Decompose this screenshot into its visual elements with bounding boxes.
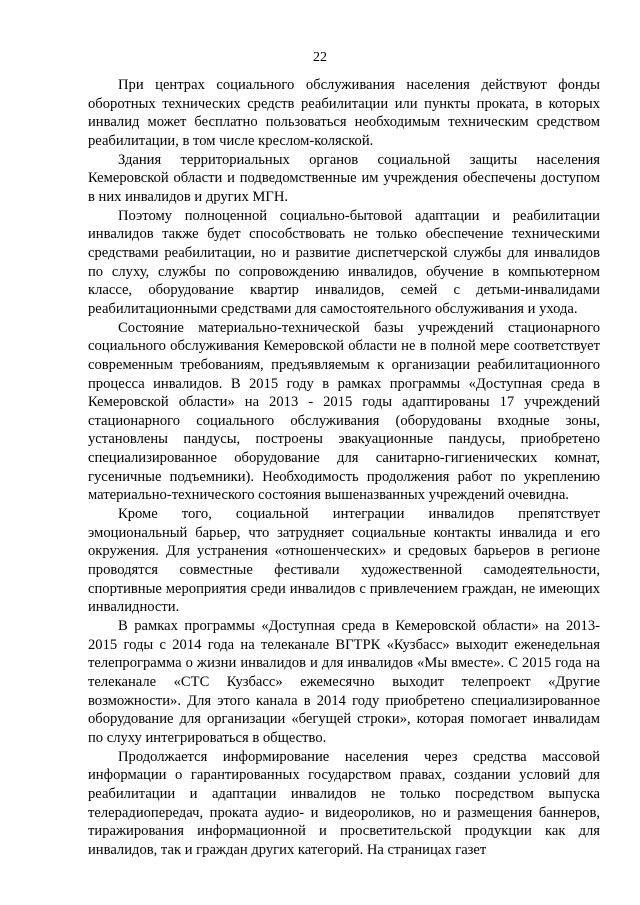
paragraph: Кроме того, социальной интеграции инвалидов препятствует эмоциональный барьер, что затрудняет социальные контакты инвалида и его окружения. Для устранения «отношенческих» и средовых барьеров в регионе проводятся совместные фестивали художественной самодеятельности, спортивные мероприятия среди инвалидов с привлечением граждан, не имеющих инвалидности.: [88, 506, 600, 616]
paragraph: Здания территориальных органов социальной защиты населения Кемеровской области и подведомственные им учреждения обеспечены доступом в них инвалидов и других МГН.: [88, 151, 600, 205]
paragraph: В рамках программы «Доступная среда в Кемеровской области» на 2013-2015 годы с 2014 года на телеканале ВГТРК «Кузбасс» выходит еженедельная телепрограмма о жизни инвалидов и для инвалидов «Мы вместе». С 2015 года на телеканале «СТС Кузбасс» ежемесячно выходит телепроект «Другие возможности». Для этого канала в 2014 году приобретено специализированное оборудование для организации «бегущей строки», которая помогает инвалидам по слуху интегрироваться в общество.: [88, 618, 600, 746]
paragraph: Поэтому полноценной социально-бытовой адаптации и реабилитации инвалидов также будет способствовать не только обеспечение техническими средствами реабилитации, но и развитие диспетчерской службы для инвалидов по слуху, службы по сопровождению инвалидов, обучение в компьютерном классе, оборудование квартир инвалидов, семей с детьми-инвалидами реабилитационными средствами для самостоятельного обслуживания и ухода.: [88, 207, 600, 317]
paragraph: Продолжается информирование населения через средства массовой информации о гарантированных государством правах, создании условий для реабилитации и адаптации инвалидов не только посредством выпуска телерадиопередач, проката аудио- и видеороликов, но и размещения баннеров, тиражирования информационной и просветительской продукции как для инвалидов, так и граждан других категорий. На страницах газет: [88, 748, 600, 858]
paragraph: Состояние материально-технической базы учреждений стационарного социального обслуживания Кемеровской области не в полной мере соответствует современным требованиям, предъявляемым к организации реабилитационного процесса инвалидов. В 2015 году в рамках программы «Доступная среда в Кемеровской области» на 2013 - 2015 годы адаптированы 17 учреждений стационарного социального обслуживания (оборудованы входные зоны, установлены пандусы, построены эвакуационные пандусы, приобретено специализированное оборудование для санитарно-гигиенических комнат, гусеничные подъемники). Необходимость продолжения работ по укреплению материально-технического состояния вышеназванных учреждений очевидна.: [88, 319, 600, 504]
document-body: [88, 76, 600, 860]
paragraph: При центрах социального обслуживания населения действуют фонды оборотных технических средств реабилитации или пункты проката, в которых инвалид может бесплатно пользоваться необходимым техническим средством реабилитации, в том числе креслом-коляской.: [88, 77, 600, 149]
page-number: 22: [313, 50, 327, 65]
